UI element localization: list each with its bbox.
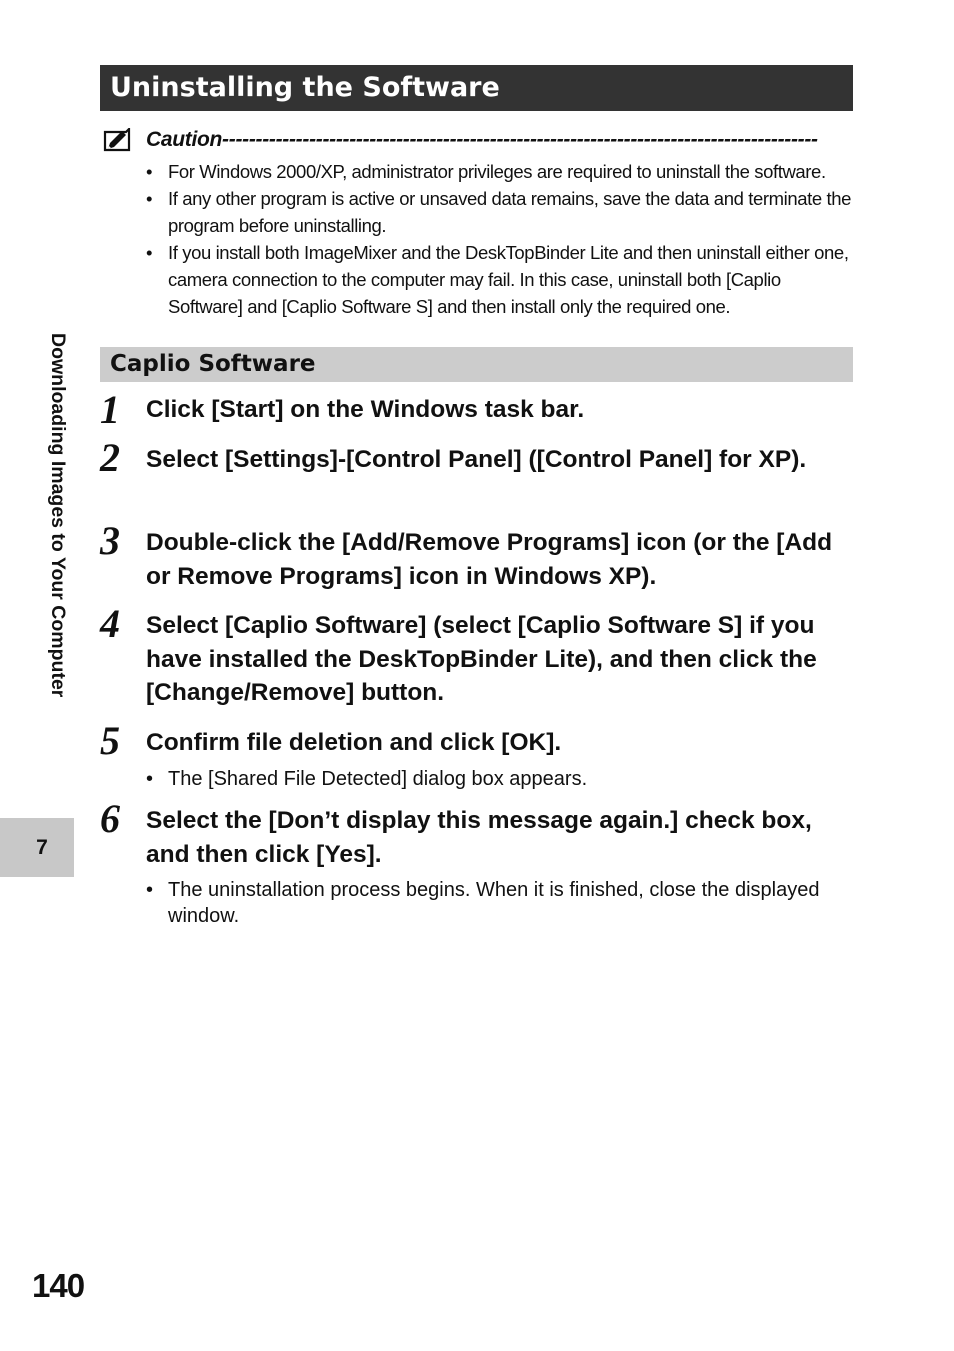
section-title: Uninstalling the Software (100, 65, 853, 111)
step-number: 1 (100, 387, 120, 432)
step-number: 2 (100, 435, 120, 480)
step-number: 4 (100, 601, 120, 646)
step-note: • The uninstallation process begins. When it is finished, close the displayed window. (146, 877, 836, 929)
step-number: 5 (100, 718, 120, 763)
step-note-list (146, 766, 836, 792)
step-text: Select [Settings]-[Control Panel] ([Control Panel] for XP). (146, 446, 807, 473)
chapter-number: 7 (36, 836, 48, 859)
caution-item: • If any other program is active or unsaved data remains, save the data and terminate the program before uninstalling. (146, 185, 858, 239)
step-text: Select the [Don’t display this message again.] check box, and then click [Yes]. (146, 807, 812, 868)
caution-item: • If you install both ImageMixer and the DeskTopBinder Lite and then uninstall either one, camera connection to the computer may fail. In this case, uninstall both [Caplio Software] and [Caplio Software S] and then install only the required one. (146, 239, 858, 320)
caution-pencil-icon (102, 128, 132, 153)
caution-item: • For Windows 2000/XP, administrator privileges are required to uninstall the software. (146, 158, 858, 185)
caution-list (146, 158, 858, 320)
step-note-list (146, 877, 836, 929)
step-text: Select [Caplio Software] (select [Caplio Software S] if you have installed the DeskTopBinder Lite), and then click the [Change/Remove] button. (146, 612, 817, 706)
subsection-title: Caplio Software (100, 347, 853, 382)
step-number: 6 (100, 796, 120, 841)
chapter-tab (0, 818, 74, 877)
step-number: 3 (100, 518, 120, 563)
step-text: Click [Start] on the Windows task bar. (146, 396, 585, 423)
caution-title: Caution----------------------------------------------------------------------------------------- (146, 128, 818, 151)
page-number: 140 (32, 1267, 85, 1304)
step-text: Double-click the [Add/Remove Programs] icon (or the [Add or Remove Programs] icon in Windows XP). (146, 529, 833, 590)
step-note: • The [Shared File Detected] dialog box appears. (146, 766, 836, 792)
chapter-side-label: Downloading Images to Your Computer (47, 333, 69, 698)
step-text: Confirm file deletion and click [OK]. (146, 729, 562, 756)
